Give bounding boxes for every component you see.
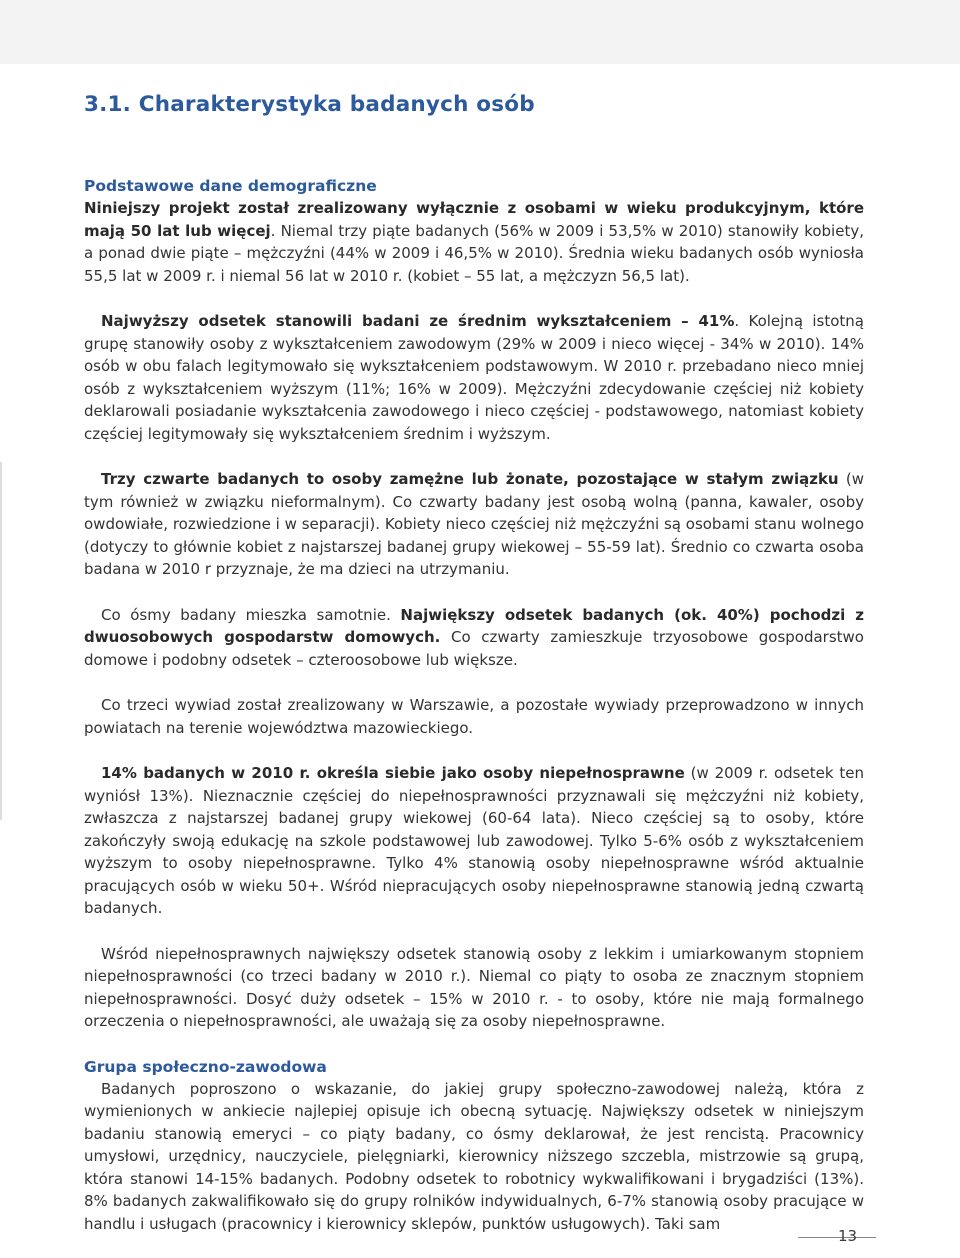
paragraph-text: (w tym również w związku nieformalnym). Co czwarty badany jest osobą wolną (panna, kawaler, osoby owdowiałe, rozwiedzione i w separacji). Kobiety nieco częściej niż mężczyźni są osobami stanu wolnego (dotyczy to głównie kobiet z najstarszej badanej grupy wiekowej – 55-59 lat). Średnio co czwarta osoba badana w 2010 r przyznaje, że ma dzieci na utrzymaniu. [84, 470, 864, 578]
bold-lead: 14% badanych w 2010 r. określa siebie jako osoby niepełnosprawne [101, 764, 685, 782]
page-content [84, 92, 864, 1258]
bold-lead: Trzy czwarte badanych to osoby zamężne lub żonate, pozostające w stałym związku [101, 470, 839, 488]
paragraph-disability-degree [84, 943, 864, 1033]
section-title-demographics: Podstawowe dane demograficzne [84, 177, 377, 195]
paragraph-marital-status [84, 468, 864, 581]
paragraph-text: (w 2009 r. odsetek ten wyniósł 13%). Nieznacznie częściej do niepełnosprawności przyznawali się mężczyźni niż kobiety, zwłaszcza z najstarszej badanej grupy wiekowej (60-64 lata). Nieco częściej są to osoby, które zakończyły swoją edukację na szkole podstawowej lub zawodowej. Tylko 5-6% osób z wykształceniem wyższym to osoby niepełnosprawne. Tylko 4% stanowią osoby niepełnosprawne wśród aktualnie pracujących osób w wieku 50+. Wśród niepracujących osoby niepełnosprawne stanowią jedną czwartą badanych. [84, 764, 864, 917]
bold-lead: Niniejszy projekt został zrealizowany wyłącznie z osobami w wieku produkcyjnym, które mają 50 lat lub więcej [84, 199, 864, 240]
top-band [0, 0, 960, 64]
paragraph-text: Wśród niepełnosprawnych największy odsetek stanowią osoby z lekkim i umiarkowanym stopniem niepełnosprawności (co trzeci badany w 2010 r.). Niemal co piąty to osoba ze znacznym stopniem niepełnosprawności. Dosyć duży odsetek – 15% w 2010 r. - to osoby, które nie mają formalnego orzeczenia o niepełnosprawności, ale uważają się za osoby niepełnosprawne. [84, 944, 864, 1030]
bold-lead: Najwyższy odsetek stanowili badani ze średnim wykształceniem – 41% [101, 312, 735, 330]
paragraph-education [84, 310, 864, 445]
paragraph-text: Badanych poproszono o wskazanie, do jakiej grupy społeczno-zawodowej należą, która z wymienionych w ankiecie najlepiej opisuje ich obecną sytuację. Największy odsetek w niniejszym badaniu stanowią emeryci – co piąty badany, co ósmy deklarował, że jest rencistą. Pracownicy umysłowi, urzędnicy, nauczyciele, pielęgniarki, kierownicy niższego szczebla, mistrzowie są grupą, która stanowi 14-15% badanych. Podobny odsetek to robotnicy wykwalifikowani i brygadziści (13%). 8% badanych zakwalifikowało się do grupy rolników indywidualnych, 6-7% stanowią osoby pracujące w handlu i usługach (pracownicy i kierownicy sklepów, punktów usługowych). Taki sam [84, 1079, 864, 1233]
page-number: 13 [838, 1227, 858, 1245]
page-title: 3.1. Charakterystyka badanych osób [84, 92, 535, 117]
paragraph-text: Co trzeci wywiad został zrealizowany w Warszawie, a pozostałe wywiady przeprowadzono w innych powiatach na terenie województwa mazowieckiego. [84, 696, 864, 737]
paragraph-location [84, 694, 864, 739]
paragraph-disability [84, 762, 864, 920]
paragraph-social-group [84, 1078, 864, 1236]
paragraph-text: Co ósmy badany mieszka samotnie. [101, 605, 401, 624]
bold-lead: Największy odsetek badanych (ok. 40%) pochodzi z dwuosobowych gospodarstw domowych. [84, 605, 864, 646]
paragraph-demographics-1 [84, 197, 864, 287]
page-number-rule [798, 1237, 876, 1238]
margin-mark [0, 462, 2, 820]
paragraph-text: Co czwarty zamieszkuje trzyosobowe gospodarstwo domowe i podobny odsetek – czteroosobowe lub większe. [84, 628, 864, 669]
paragraph-household [84, 604, 864, 672]
paragraph-text: . Niemal trzy piąte badanych (56% w 2009 i 53,5% w 2010) stanowiły kobiety, a ponad dwie piąte – mężczyźni (44% w 2009 i 46,5% w 2010). Średnia wieku badanych osób wyniosła 55,5 lat w 2009 r. i niemal 56 lat w 2010 r. (kobiet – 55 lat, a mężczyzn 56,5 lat). [84, 221, 864, 285]
paragraph-text: . Kolejną istotną grupę stanowiły osoby z wykształceniem zawodowym (29% w 2009 i nieco więcej - 34% w 2010). 14% osób w obu falach legitymowało się wykształceniem podstawowym. W 2010 r. przebadano nieco mniej osób z wykształceniem wyższym (11%; 16% w 2009). Mężczyźni zdecydowanie częściej niż kobiety deklarowali posiadanie wykształcenia zawodowego i nieco częściej - podstawowego, natomiast kobiety częściej legitymowały się wykształceniem średnim i wyższym. [84, 312, 864, 443]
section-title-social-group: Grupa społeczno-zawodowa [84, 1057, 327, 1076]
